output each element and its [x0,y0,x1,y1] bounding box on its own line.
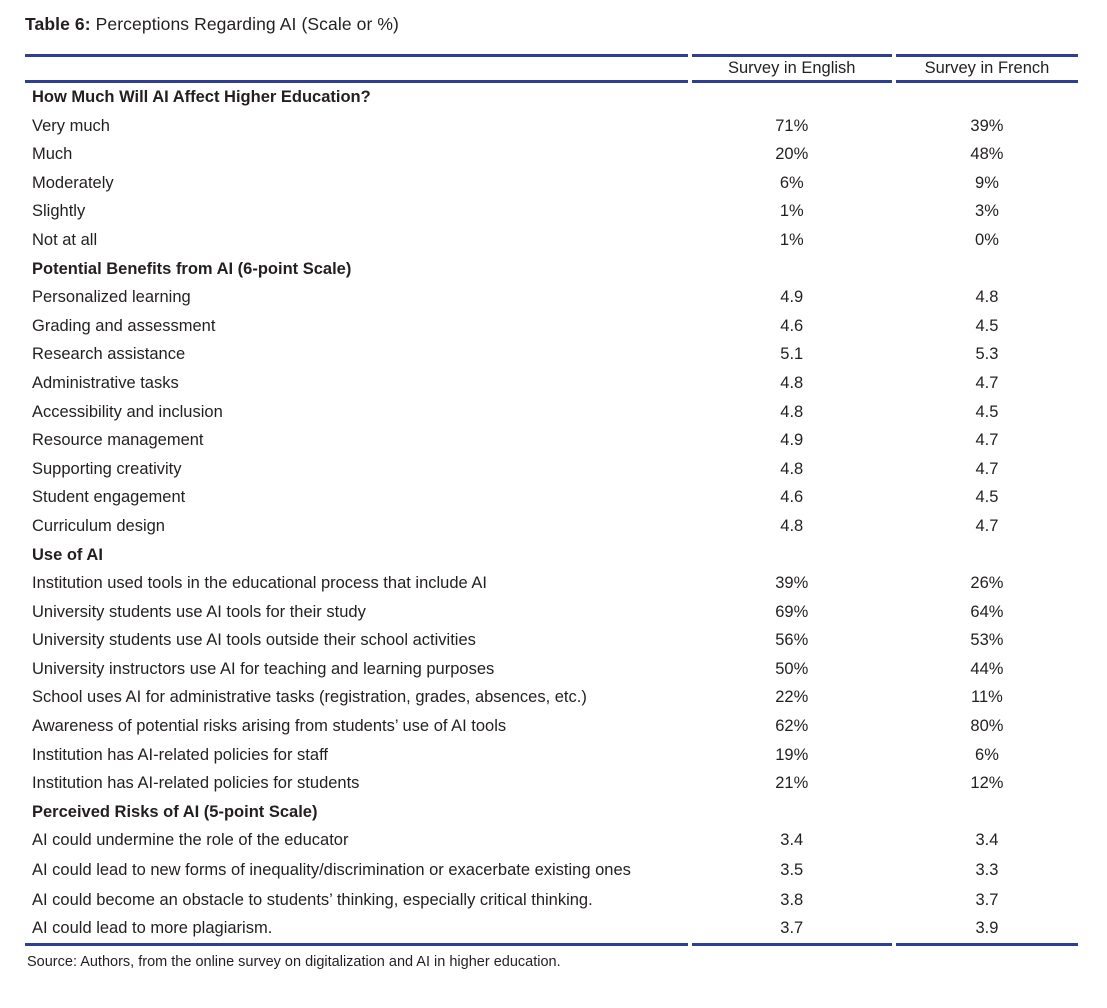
row-label: Administrative tasks [32,373,179,392]
value-english: 4.8 [780,459,804,478]
value-english: 4.8 [780,402,804,421]
value-english: 4.8 [780,373,804,392]
table-row [25,886,1078,915]
value-french: 44% [970,659,1004,678]
table-row [25,455,1078,484]
table-row [25,197,1078,226]
row-label: School uses AI for administrative tasks (registration, grades, absences, etc.) [32,688,587,707]
value-french: 4.7 [975,459,999,478]
value-french: 4.7 [975,516,999,535]
value-french: 3.9 [896,914,1078,946]
value-french: 4.5 [975,316,999,335]
value-french: 12% [970,774,1004,793]
value-french: 26% [970,574,1004,593]
row-label: Institution has AI-related policies for staff [32,745,328,764]
value-french: 80% [970,717,1004,736]
source-note: Source: Authors, from the online survey on digitalization and AI in higher education. [27,953,561,970]
section-header: Potential Benefits from AI (6-point Scale) [32,259,352,278]
row-label: AI could become an obstacle to students’ thinking, especially critical thinking. [32,890,593,909]
value-french: 4.5 [975,402,999,421]
value-english: 69% [775,602,809,621]
table-row [25,683,1078,712]
value-french: 5.3 [975,345,999,364]
row-label: Much [32,145,73,164]
column-header-french: Survey in French [896,54,1078,83]
table-caption-text: Perceptions Regarding AI (Scale or %) [95,14,399,34]
table-row [25,398,1078,427]
table-row [25,626,1078,655]
table-row [25,169,1078,198]
row-label: Institution has AI-related policies for students [32,774,360,793]
value-english: 71% [775,116,809,135]
value-english: 56% [775,631,809,650]
row-label: Awareness of potential risks arising from students’ use of AI tools [32,717,507,736]
value-french: 3.7 [975,890,999,909]
row-label: Accessibility and inclusion [32,402,223,421]
section-header: How Much Will AI Affect Higher Education? [32,88,371,106]
table-body [25,83,1078,946]
column-header-spacer [25,54,688,83]
table-row [25,426,1078,455]
row-label-text: AI could lead to new forms of inequality/discrimination or exacerbate existing ones [32,861,631,880]
section-header: Use of AI [32,545,103,564]
value-english: 5.1 [780,345,804,364]
table-row [25,855,1078,886]
row-label: University students use AI tools outside their school activities [32,631,476,650]
value-english: 39% [775,574,809,593]
row-label: Curriculum design [32,516,165,535]
value-french: 4.7 [975,373,999,392]
value-french: 3.3 [975,860,999,879]
data-table [21,54,1082,946]
table-row [25,340,1078,369]
table-row [25,914,1078,946]
table-row [25,569,1078,598]
table-row [25,112,1078,141]
section-header-row [25,255,1078,284]
table-row [25,312,1078,341]
table-header [25,54,1078,83]
table-row [25,826,1078,855]
value-french: 4.5 [975,488,999,507]
section-header-row [25,798,1078,827]
value-french: 48% [970,145,1004,164]
value-french: 4.7 [975,431,999,450]
row-label [25,855,688,886]
value-french: 6% [975,745,999,764]
value-english: 21% [775,774,809,793]
value-french: 9% [975,173,999,192]
table-row [25,598,1078,627]
table-caption [25,13,1081,35]
value-english: 4.6 [780,488,804,507]
table-row [25,283,1078,312]
row-label: Research assistance [32,345,186,364]
value-english: 4.6 [780,316,804,335]
row-label: Very much [32,116,110,135]
table-caption-label: Table 6: [25,14,91,34]
value-english: 3.5 [780,860,804,879]
table-row [25,483,1078,512]
value-french: 39% [970,116,1004,135]
table-row [25,712,1078,741]
row-label: Student engagement [32,488,186,507]
value-english: 1% [779,202,804,221]
section-header-row [25,83,1078,112]
value-english: 3.8 [780,890,804,909]
section-header: Perceived Risks of AI (5-point Scale) [32,802,318,821]
table-row [25,655,1078,684]
value-french: 3% [975,202,999,221]
value-english: 4.9 [780,431,804,450]
row-label: Resource management [32,431,204,450]
row-label: AI could lead to more plagiarism. [25,914,688,946]
value-english: 6% [779,173,804,192]
row-label: University students use AI tools for their study [32,602,366,621]
value-english: 22% [775,688,809,707]
value-english: 4.8 [780,516,804,535]
value-english: 4.9 [780,288,804,307]
table-row [25,512,1078,541]
value-french: 0% [975,230,999,249]
row-label: AI could undermine the role of the educator [32,831,349,850]
value-french: 53% [970,631,1004,650]
value-french: 3.4 [975,831,999,850]
column-header-english: Survey in English [692,54,892,83]
row-label: Slightly [32,202,86,221]
row-label: University instructors use AI for teaching and learning purposes [32,659,495,678]
value-english: 19% [775,745,809,764]
value-english: 50% [775,659,809,678]
value-english: 1% [779,230,804,249]
section-header-row [25,541,1078,570]
table-row [25,369,1078,398]
row-label: Moderately [32,173,114,192]
value-english: 3.4 [780,831,804,850]
value-french: 4.8 [975,288,999,307]
row-label: Grading and assessment [32,316,216,335]
table-row [25,741,1078,770]
table-row [25,769,1078,798]
table-row [25,140,1078,169]
table-row [25,226,1078,255]
row-label: Personalized learning [32,288,191,307]
value-french: 11% [971,688,1003,707]
value-french: 64% [970,602,1004,621]
header-row [25,54,1078,83]
value-english: 62% [775,717,809,736]
row-label: Supporting creativity [32,459,182,478]
row-label: Not at all [32,230,98,249]
value-english: 3.7 [692,914,892,946]
value-english: 20% [775,145,809,164]
row-label: Institution used tools in the educational process that include AI [32,574,487,593]
